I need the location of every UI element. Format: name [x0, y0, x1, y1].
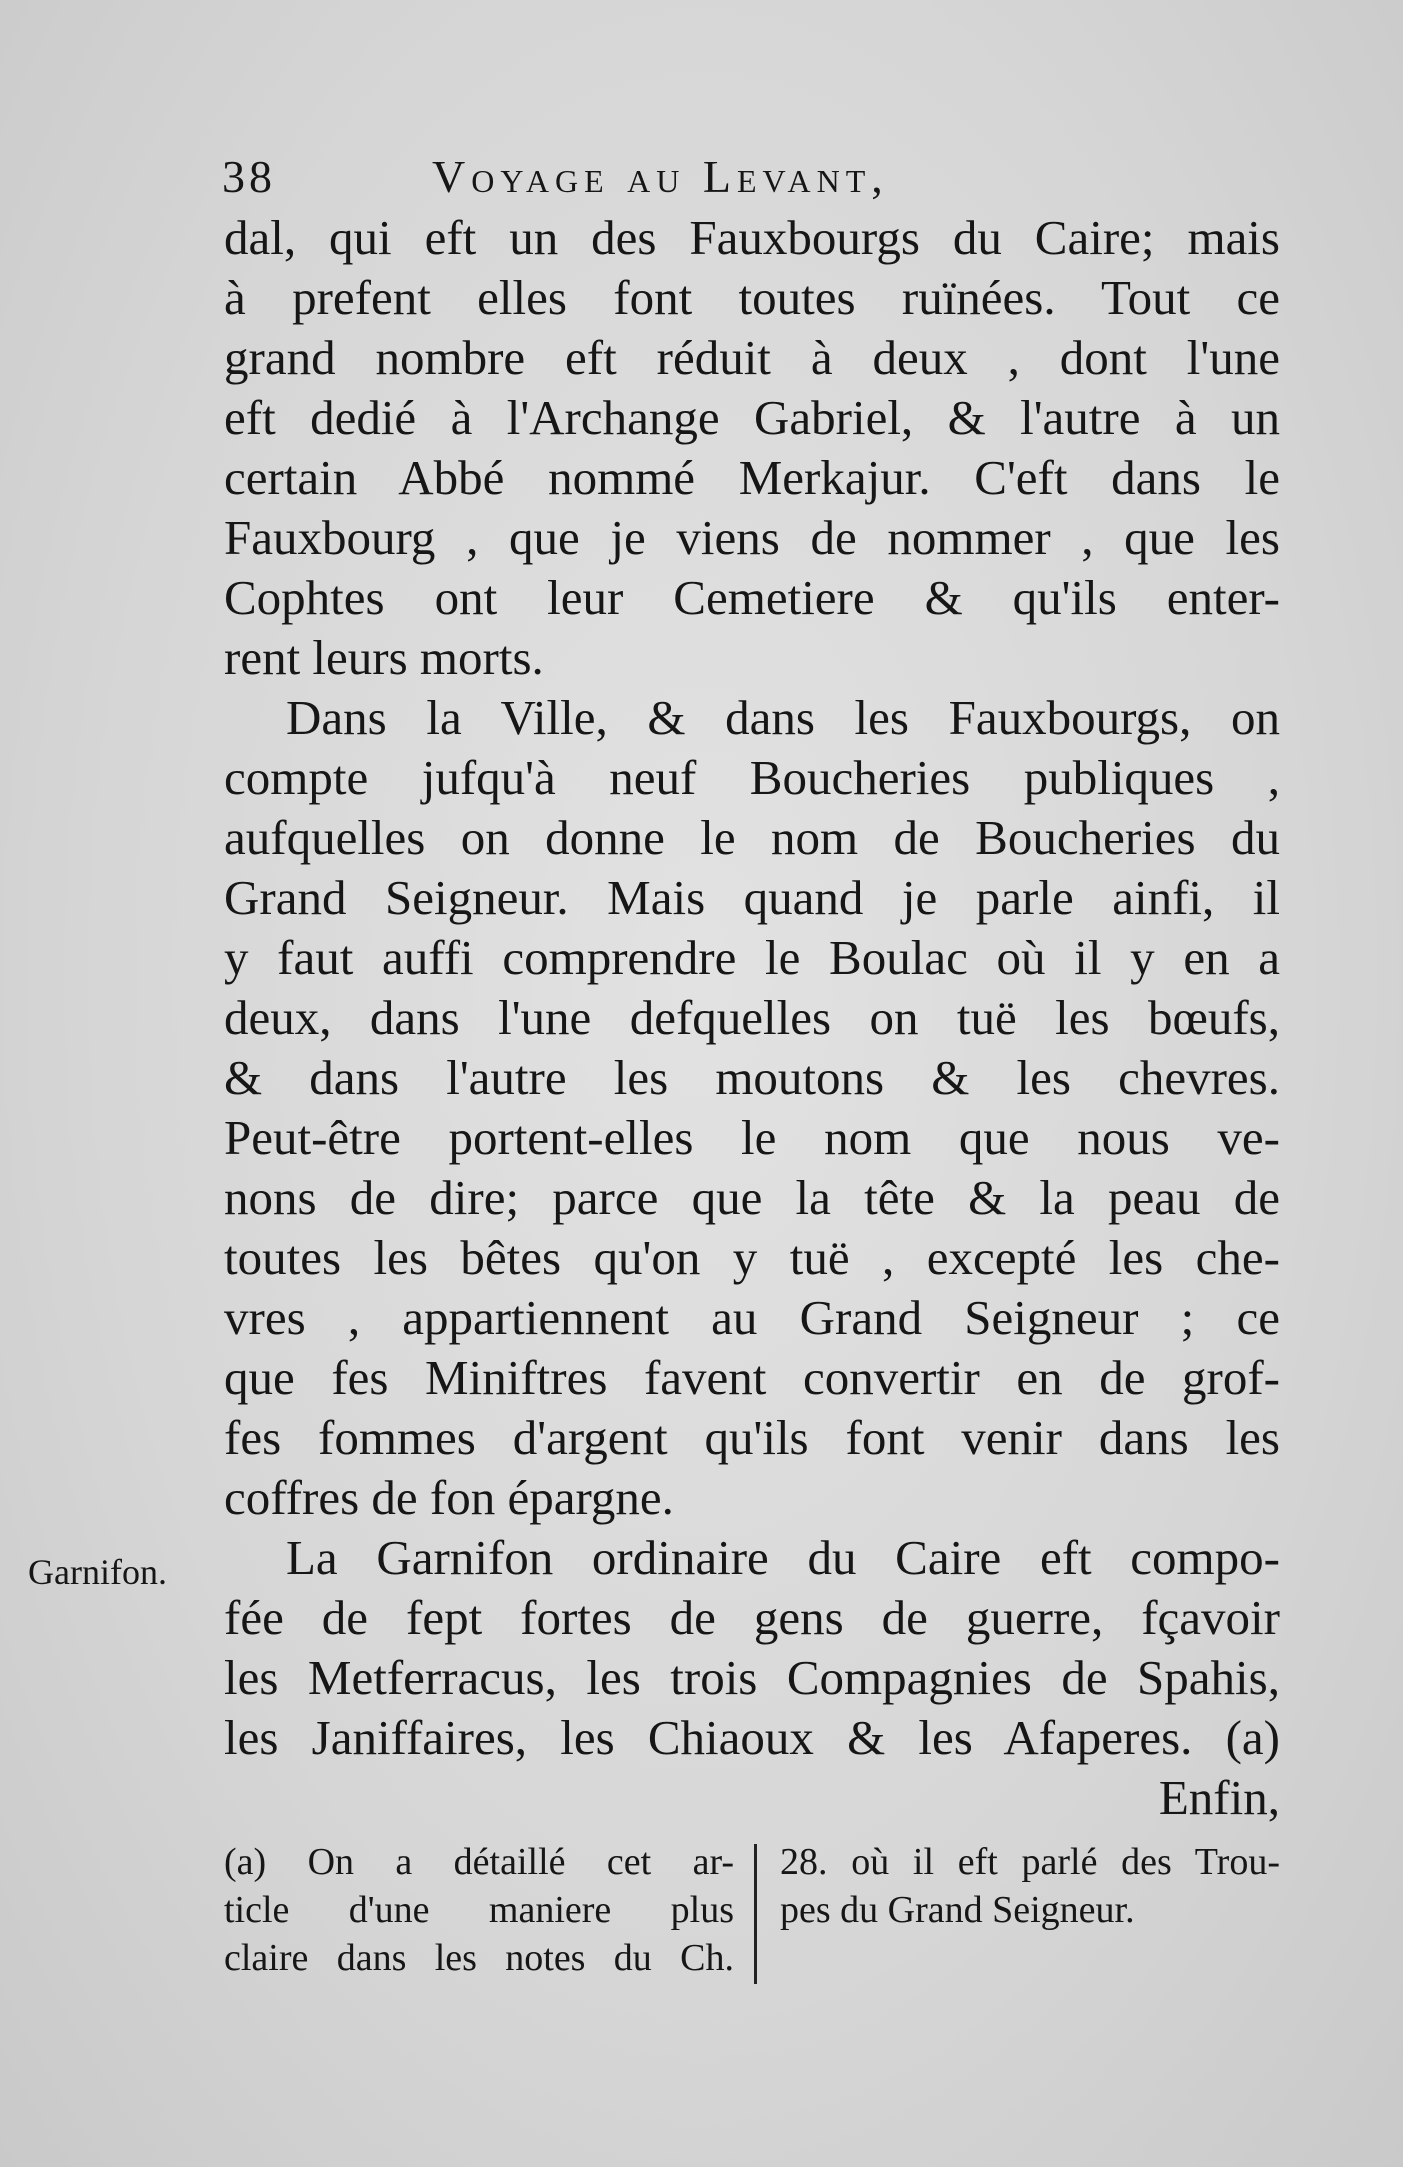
footnote-line: pes du Grand Seigneur. — [780, 1889, 1135, 1931]
text-line: Fauxbourg , que je viens de nommer , que les — [224, 510, 1280, 565]
text-line: toutes les bêtes qu'on y tuë , excepté les che- — [224, 1230, 1280, 1285]
footnote-line: 28. où il eft parlé des Trou- — [780, 1841, 1280, 1883]
footnote-divider — [754, 1844, 757, 1984]
text-line: fes fommes d'argent qu'ils font venir dans les — [224, 1410, 1280, 1465]
running-title: Voyage au Levant, — [432, 151, 889, 202]
text-line: les Metferracus, les trois Compagnies de Spahis, — [224, 1650, 1280, 1705]
footnotes — [224, 1838, 1280, 1988]
text-line: Dans la Ville, & dans les Fauxbourgs, on — [286, 690, 1280, 745]
text-line: rent leurs morts. — [224, 630, 544, 685]
text-line: à prefent elles font toutes ruïnées. Tout ce — [224, 270, 1280, 325]
text-line: deux, dans l'une defquelles on tuë les bœufs, — [224, 990, 1280, 1045]
text-line: certain Abbé nommé Merkajur. C'eft dans le — [224, 450, 1280, 505]
show-through-left — [20, 580, 210, 712]
text-line: La Garnifon ordinaire du Caire eft compo- — [286, 1530, 1280, 1585]
text-line: eft dedié à l'Archange Gabriel, & l'autre à un — [224, 390, 1280, 445]
text-line: compte jufqu'à neuf Boucheries publiques , — [224, 750, 1280, 805]
text-line: Cophtes ont leur Cemetiere & qu'ils enter- — [224, 570, 1280, 625]
text-line: aufquelles on donne le nom de Boucheries du — [224, 810, 1280, 865]
text-line: grand nombre eft réduit à deux , dont l'une — [224, 330, 1280, 385]
margin-note: Garnifon. — [28, 1552, 167, 1592]
text-line: nons de dire; parce que la tête & la peau de — [224, 1170, 1280, 1225]
page-number: 38 — [222, 151, 276, 202]
footnote-column-right — [780, 1838, 1280, 1934]
text-line: coffres de fon épargne. — [224, 1470, 674, 1525]
footnote-line: claire dans les notes du Ch. — [224, 1937, 734, 1979]
body-text — [224, 208, 1280, 1828]
text-line: Peut-être portent-elles le nom que nous ve- — [224, 1110, 1280, 1165]
footnote-line: (a) On a détaillé cet ar- — [224, 1841, 734, 1883]
catchword: Enfin, — [1158, 1770, 1280, 1825]
text-line: & dans l'autre les moutons & les chevres. — [224, 1050, 1280, 1105]
text-line: que fes Miniftres favent convertir en de grof- — [224, 1350, 1280, 1405]
footnote-line: ticle d'une maniere plus — [224, 1889, 734, 1931]
text-line: les Janiffaires, les Chiaoux & les Afaperes. (a) — [224, 1710, 1280, 1765]
footnote-column-left — [224, 1838, 734, 1982]
text-line: y faut auffi comprendre le Boulac où il y en a — [224, 930, 1280, 985]
text-line: Grand Seigneur. Mais quand je parle ainfi, il — [224, 870, 1280, 925]
text-line: dal, qui eft un des Fauxbourgs du Caire; mais — [224, 210, 1280, 265]
page-header — [222, 150, 1102, 210]
text-line: vres , appartiennent au Grand Seigneur ; ce — [224, 1290, 1280, 1345]
text-line: fée de fept fortes de gens de guerre, fçavoir — [224, 1590, 1280, 1645]
